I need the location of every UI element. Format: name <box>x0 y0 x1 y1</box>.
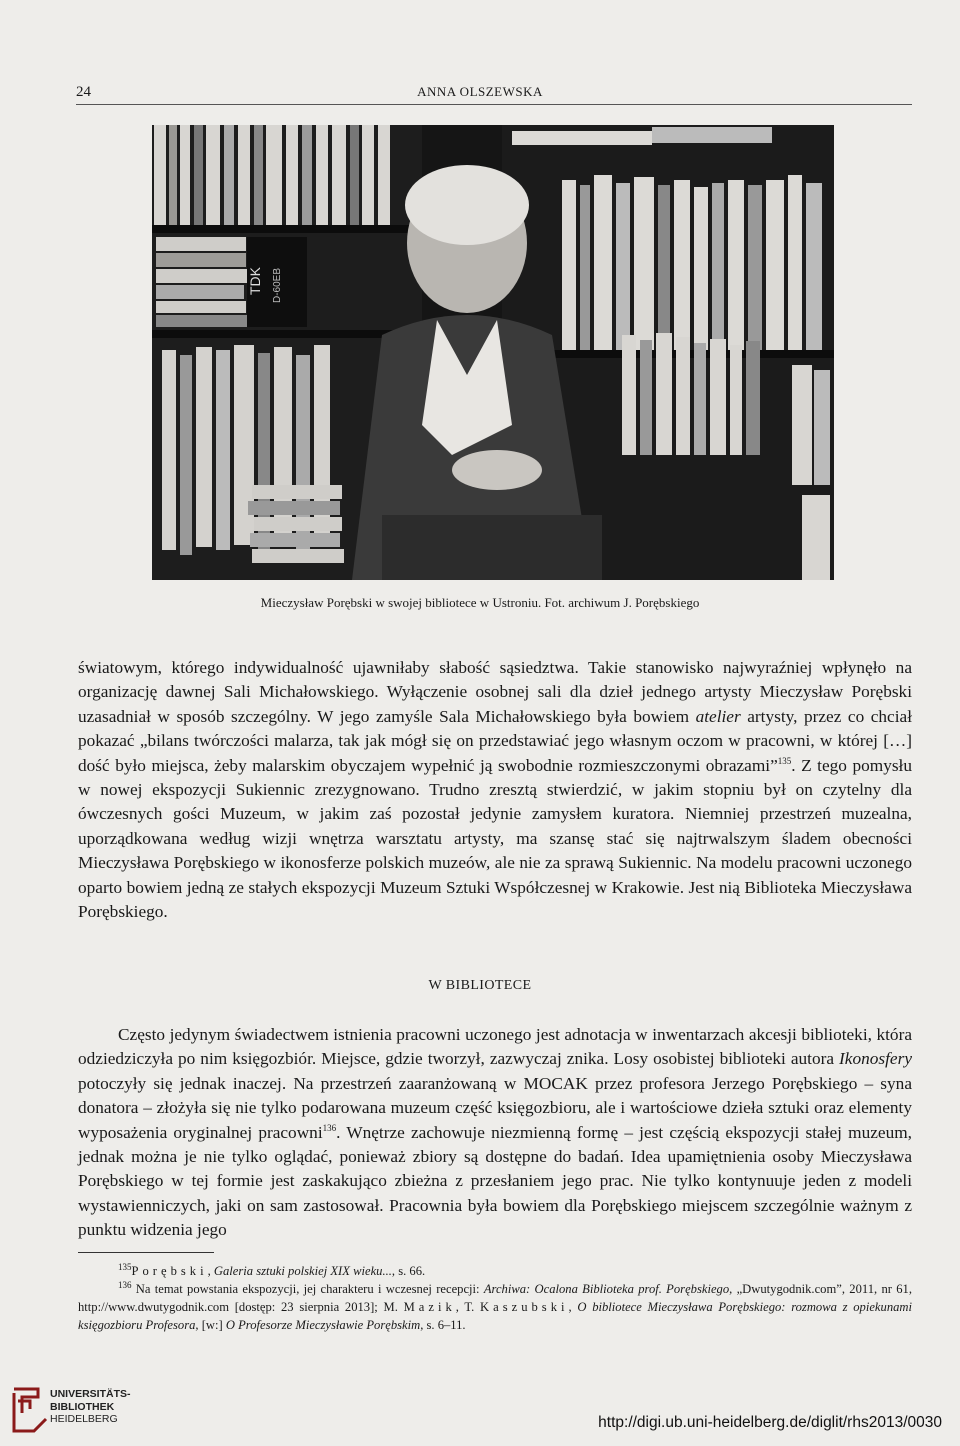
photo-portrait <box>152 125 834 580</box>
footnote-136-text: , s. 6–11. <box>420 1318 466 1332</box>
paragraph-2-text-b: potoczyły się jednak inaczej. Na przestrzeń zaaranżowaną w MOCAK przez profesora Jerzego Porębskiego – syna donatora – złożyła się nie tylko podarowana muzeum część księgozbioru, ale i wartościowe dzieła sztuki oraz elementy wyposażenia oryginalnej pracowni <box>78 1073 912 1142</box>
paragraph-1-text-c: . Z tego pomysłu w nowej ekspozycji Sukiennic zrezygnowano. Trudno zresztą stwierdzić, w jakim stopniu był on czytelny dla ówczesnych gości Muzeum, w jakim zaś pozostał jedynie zamysłem kuratora. Niemniej przestrzeń muzealna, uporządkowana według wizji wnętrza warsztatu artysty, ma szansę stać się najtrwalszym śladem obecności Mieczysława Porębskiego w ikonosferze polskich muzeów, ale nie za sprawą Sukiennic. Na modelu pracowni uczonego oparto bowiem jedną ze stałych ekspozycji Muzeum Sztuki Współczesnej w Krakowie. Jest nią Biblioteka Mieczysława Porębskiego. <box>78 755 912 922</box>
page-number: 24 <box>76 84 91 100</box>
footnote-135-num: 135 <box>118 1261 132 1272</box>
footnote-136 <box>78 1280 912 1334</box>
section-title: W BIBLIOTECE <box>428 978 532 993</box>
footnote-135-author: Porębski <box>131 1264 208 1278</box>
footnote-136-num: 136 <box>118 1279 132 1290</box>
footnote-ref-136[interactable]: 136 <box>322 1122 337 1133</box>
source-url[interactable]: http://digi.ub.uni-heidelberg.de/diglit/rhs2013/0030 <box>598 1414 942 1431</box>
header-rule <box>76 104 912 105</box>
footnote-136-text: , „Dwutygodnik.com”, 2011, nr 61, http://www.dwutygodnik.com [dostęp: 23 sierpnia 2013]; M. <box>78 1282 912 1314</box>
running-head: ANNA OLSZEWSKA <box>417 84 543 99</box>
paragraph-1 <box>78 656 912 924</box>
figure-caption: Mieczysław Porębski w swojej bibliotece w Ustroniu. Fot. archiwum J. Porębskiego <box>260 595 700 610</box>
logo-line-2: BIBLIOTHEK <box>50 1400 115 1413</box>
paragraph-2-italic: Ikonosfery <box>839 1049 912 1069</box>
footnote-135: $^{135}$Porębski, Galeria sztuki polskiej XIX wieku..., s. 66. <box>118 1261 426 1278</box>
footnote-136-italic: O bibliotece Mieczysława Porębskiego: rozmowa z opiekunami księgozbioru Profesora <box>78 1300 913 1332</box>
footnote-136-text: , T. <box>455 1300 481 1314</box>
paragraph-2-text-a: Często jedynym świadectwem istnienia pracowni uczonego jest adnotacja w inwentarzach akcesji biblioteki, która odziedziczyła po nim księgozbiór. Miejsce, gdzie tworzył, zazwyczaj znika. Losy osobistej biblioteki autora <box>78 1025 912 1069</box>
footnote-136-text: , [w:] <box>195 1318 226 1332</box>
paragraph-1-text-a: światowym, którego indywidualność ujawniłaby słabość sąsiedztwa. Takie stanowisko najwyraźniej wpłynęło na organizację dawnej Sali Michałowskiego. Wyłączenie osobnej sali dla dzieł jednego artysty Mieczysław Porębski uzasadniał w sposób szczególny. W jego zamyśle Sala Michałowskiego była bowiem <box>78 658 912 726</box>
paragraph-1-text-b: artysty, przez co chciał pokazać „bilans twórczości malarza, tak jak mógł się on przedstawiać jego własnym oczom w pracowni, w której […] dość było miejsca, żeby malarskim obyczajem wypełnić ją swobodnie rozmieszczonymi obrazami” <box>78 706 912 775</box>
photo-spine-tdk: TDK <box>247 267 263 295</box>
logo-line-3: HEIDELBERG <box>50 1413 118 1425</box>
footnote-136-italic: Archiwa: Ocalona Biblioteka prof. Porębskiego <box>483 1282 730 1296</box>
footnote-136-author: Mazik <box>403 1300 456 1314</box>
photo-spine-label: D-60EB <box>272 267 283 303</box>
footnotes <box>78 1262 912 1334</box>
logo-line-1: UNIVERSITÄTS- <box>50 1388 131 1400</box>
footnote-136-author: Kaszubski <box>480 1300 569 1314</box>
footnote-135-title: Galeria sztuki polskiej XIX wieku... <box>213 1264 392 1278</box>
footnote-ref-135[interactable]: 135 <box>777 755 792 766</box>
paragraph-1-italic: atelier <box>695 706 741 726</box>
footnote-135-rest: , s. 66. <box>391 1264 426 1278</box>
library-logo-text <box>50 1388 131 1426</box>
footnote-136-text: , <box>568 1300 578 1314</box>
footnote-136-text: Na temat powstania ekspozycji, jej charakteru i wczesnej recepcji: <box>131 1282 484 1296</box>
paragraph-2 <box>78 1023 912 1243</box>
photo-illustration <box>152 125 834 580</box>
paragraph-2-text-c: . Wnętrze zachowuje niezmienną formę – jest częścią ekspozycji stałej muzeum, jednak można je nie tylko oglądać, ponieważ zbiory są dostępne do badań. Idea upamiętnienia osoby Mieczysława Porębskiego w tej formie jest zaskakująco zbieżna z przesłaniem jego prac. Nie tylko kontynuuje jeden z modeli wystawienniczych, jaki on sam zastosował. Pracownia była bowiem dla Porębskiego miejscem szczególnie ważnym z punktu widzenia jego <box>78 1122 912 1240</box>
footnote-rule <box>78 1252 214 1253</box>
footnote-136-italic: O Profesorze Mieczysławie Porębskim <box>225 1318 421 1332</box>
